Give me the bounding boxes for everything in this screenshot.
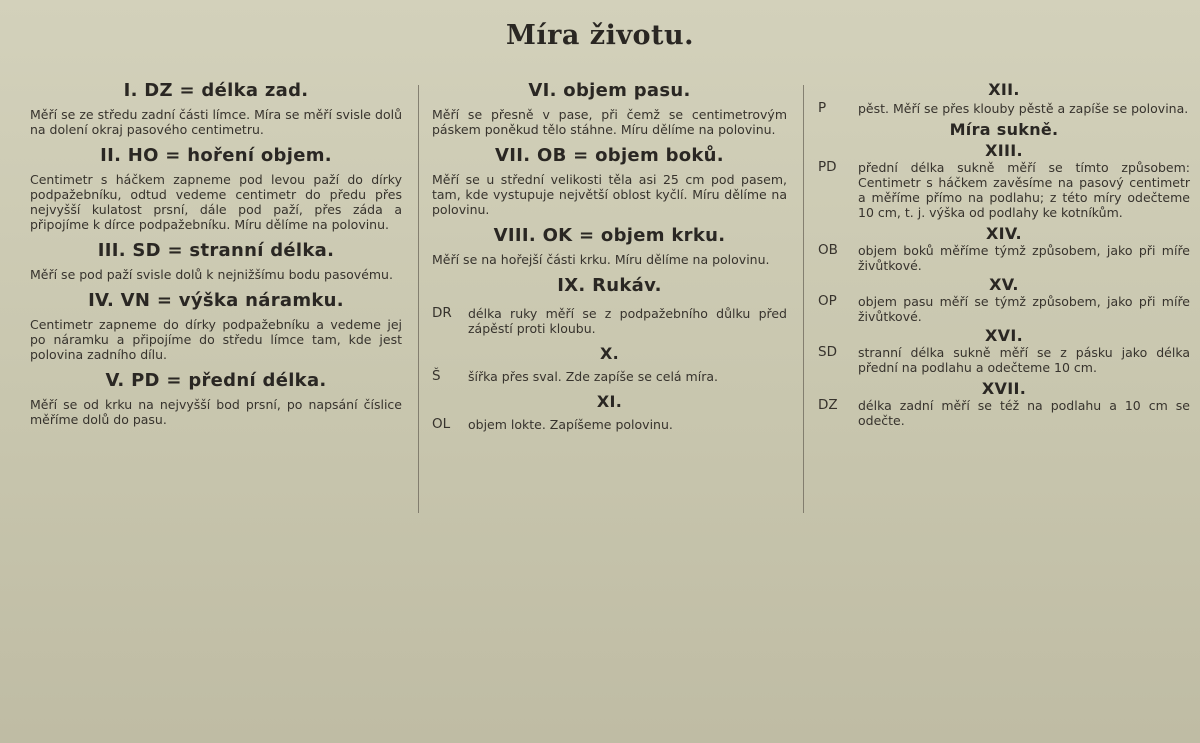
section-heading: X.: [599, 344, 619, 363]
measure-abbr: Š: [432, 368, 441, 384]
section-text: Měří se u střední velikosti těla asi 25 cm pod pasem, tam, kde vystupuje největší oblost kyčlí. Míru dělíme na polovinu.: [432, 172, 787, 217]
measure-section: [432, 145, 787, 217]
measure-item: [818, 345, 1190, 375]
measure-abbr: DR: [432, 305, 452, 321]
section-heading: VIII. OK = objem krku.: [493, 225, 726, 246]
section-text: Centimetr zapneme do dírky podpažebníku a vedeme jej po náramku a připojíme do středu límce tam, kde jest polovina zadního dílu.: [30, 317, 402, 362]
measure-abbr: P: [818, 100, 827, 116]
section-heading: II. HO = hoření objem.: [100, 145, 332, 166]
measure-item: [818, 243, 1190, 273]
measure-item: [818, 160, 1190, 220]
section-heading: XIII.: [985, 141, 1023, 160]
measure-text: objem lokte. Zapíšeme polovinu.: [468, 417, 673, 432]
measure-abbr: OP: [818, 293, 837, 309]
section-heading: I. DZ = délka zad.: [123, 80, 309, 101]
skirt-heading: Míra sukně.: [949, 120, 1059, 139]
section-text: Měří se od krku na nejvyšší bod prsní, po napsání číslice měříme dolů do pasu.: [30, 397, 402, 427]
measure-abbr: OL: [432, 416, 451, 432]
measure-abbr: DZ: [818, 397, 838, 413]
measure-section: [30, 80, 402, 137]
measure-section: [30, 290, 402, 362]
measure-section: [432, 225, 787, 267]
section-heading: XVII.: [981, 379, 1027, 398]
measure-item: [432, 417, 787, 432]
measure-abbr: PD: [818, 159, 837, 175]
measure-abbr: SD: [818, 344, 837, 360]
measure-text: objem pasu měří se týmž způsobem, jako při míře živůtkové.: [858, 294, 1190, 324]
measure-text: pěst. Měří se přes klouby pěstě a zapíše se polovina.: [858, 101, 1189, 116]
measure-section: [30, 240, 402, 282]
measure-item: [818, 101, 1190, 116]
measure-item: [818, 398, 1190, 428]
measure-text: délka zadní měří se též na podlahu a 10 cm se odečte.: [858, 398, 1190, 428]
measure-item: [818, 294, 1190, 324]
section-heading: XII.: [988, 80, 1020, 99]
measure-text: stranní délka sukně měří se z pásku jako délka přední na podlahu a odečteme 10 cm.: [858, 345, 1190, 375]
section-heading: III. SD = stranní délka.: [97, 240, 335, 261]
measure-section: [432, 80, 787, 137]
measure-text: přední délka sukně měří se tímto způsobem: Centimetr s háčkem zavěsíme na pasový centimetr a měříme přímo na podlahu; z této míry odečteme 10 cm, t. j. výška od podlahy ke kotníkům.: [858, 160, 1190, 220]
sleeve-heading: IX. Rukáv.: [557, 275, 662, 296]
measure-item: [432, 306, 787, 336]
section-text: Měří se přesně v pase, při čemž se centimetrovým páskem poněkud tělo stáhne. Míru dělíme na polovinu.: [432, 107, 787, 137]
section-heading: V. PD = přední délka.: [105, 370, 327, 391]
column-divider: [418, 85, 419, 513]
column-divider: [803, 85, 804, 513]
measure-section: [30, 370, 402, 427]
section-text: Měří se pod paží svisle dolů k nejnižšímu bodu pasovému.: [30, 267, 393, 282]
measure-abbr: OB: [818, 242, 838, 258]
section-heading: VI. objem pasu.: [528, 80, 691, 101]
section-text: Měří se ze středu zadní části límce. Míra se měří svisle dolů na dolení okraj pasového centimetru.: [30, 107, 402, 137]
column-bodice-2: [432, 80, 787, 432]
section-heading: IV. VN = výška náramku.: [88, 290, 344, 311]
page-title: Míra životu.: [505, 20, 695, 51]
measure-text: šířka přes sval. Zde zapíše se celá míra.: [468, 369, 718, 384]
section-text: Měří se na hořejší části krku. Míru dělíme na polovinu.: [432, 252, 770, 267]
measure-item: [432, 369, 787, 384]
section-heading: XI.: [596, 392, 623, 411]
section-text: Centimetr s háčkem zapneme pod levou paží do dírky podpažebníku, odtud vedeme centimetr do předu přes nejvyšší kulatost prsní, dále pod paží, přes záda a připojíme k dírce podpažebníku. Míru dělíme na polovinu.: [30, 172, 402, 232]
measure-section: [30, 145, 402, 232]
section-heading: XIV.: [986, 224, 1022, 243]
section-heading: XVI.: [985, 326, 1023, 345]
column-bodice-1: [30, 80, 402, 435]
measure-text: objem boků měříme týmž způsobem, jako při míře živůtkové.: [858, 243, 1190, 273]
section-heading: VII. OB = objem boků.: [495, 145, 724, 166]
column-skirt: [818, 80, 1190, 428]
measure-text: délka ruky měří se z podpažebního důlku před zápěstí proti kloubu.: [468, 306, 787, 336]
section-heading: XV.: [989, 275, 1019, 294]
